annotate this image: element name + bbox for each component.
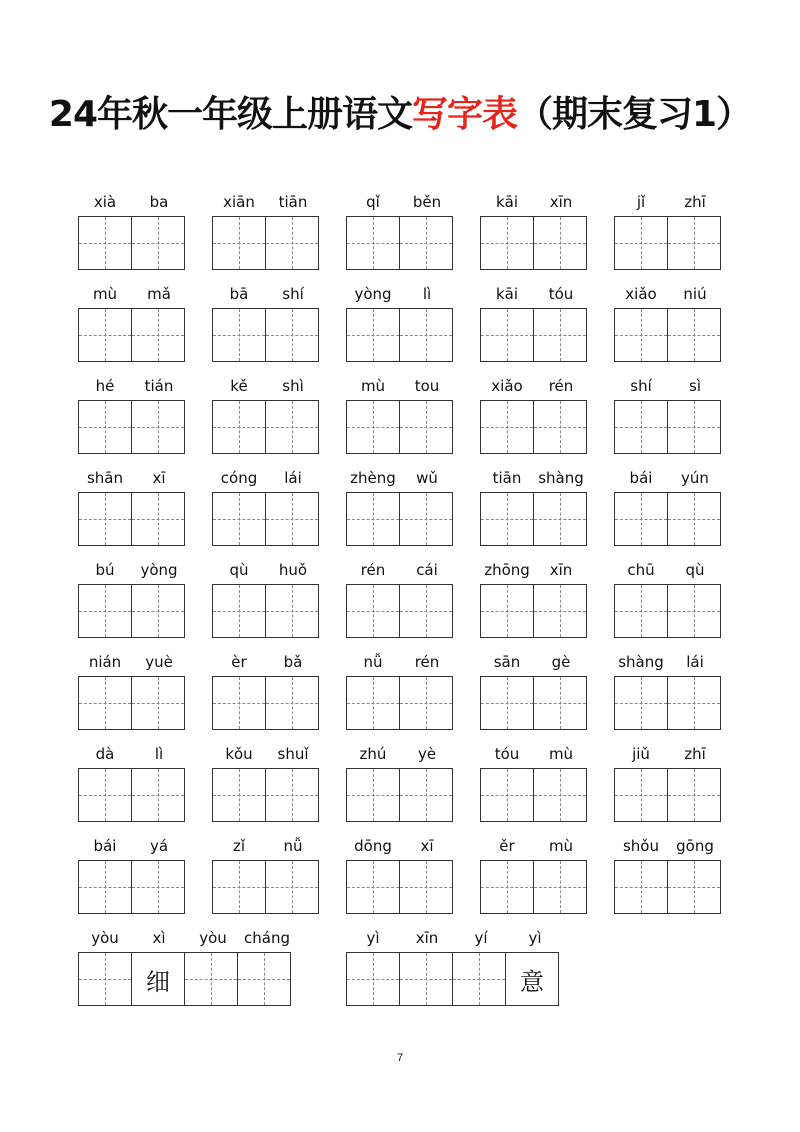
tian-grid-boxes: [78, 676, 185, 730]
tian-grid-boxes: [78, 492, 185, 546]
pinyin-label: gè: [551, 653, 571, 671]
pinyin-label: zhōng: [484, 561, 530, 579]
tian-grid-cell[interactable]: [615, 769, 667, 821]
pinyin-label: shàng: [538, 469, 584, 487]
tian-grid-boxes: [346, 216, 453, 270]
tian-grid-cell[interactable]: [533, 493, 586, 545]
tian-grid-boxes: [78, 584, 185, 638]
pinyin-label: sì: [689, 377, 701, 395]
pinyin-label: nǚ: [283, 837, 303, 855]
pinyin-label: zhú: [359, 745, 387, 763]
tian-grid-cell[interactable]: [79, 217, 131, 269]
tian-grid-cell[interactable]: [481, 401, 533, 453]
tian-grid-cell[interactable]: [347, 493, 399, 545]
tian-grid-cell[interactable]: [667, 401, 720, 453]
tian-grid-cell[interactable]: [347, 309, 399, 361]
pinyin-label: tou: [414, 377, 440, 395]
pinyin-label: mù: [548, 837, 574, 855]
pinyin-label: zhī: [684, 193, 706, 211]
tian-grid-boxes: [346, 860, 453, 914]
tian-grid-cell[interactable]: [265, 217, 318, 269]
pinyin-label: xīn: [549, 561, 573, 579]
tian-grid-cell[interactable]: [79, 769, 131, 821]
pinyin-label: jiǔ: [632, 745, 650, 763]
tian-grid-cell[interactable]: [79, 677, 131, 729]
tian-grid-cell[interactable]: [452, 953, 505, 1005]
tian-grid-cell[interactable]: [615, 585, 667, 637]
title-part-1: 24年秋一年级上册语文: [48, 94, 413, 135]
tian-grid-cell[interactable]: [481, 861, 533, 913]
pinyin-label: bú: [95, 561, 115, 579]
tian-grid-boxes: [614, 676, 721, 730]
pinyin-label: rén: [414, 653, 440, 671]
pinyin-label: sān: [493, 653, 521, 671]
tian-grid-boxes: [78, 308, 185, 362]
pinyin-label: xiǎo: [625, 285, 657, 303]
tian-grid-cell[interactable]: [347, 861, 399, 913]
tian-grid-boxes: [212, 676, 319, 730]
tian-grid-boxes: [212, 492, 319, 546]
tian-grid-cell[interactable]: [615, 309, 667, 361]
pinyin-label: qǐ: [366, 193, 380, 211]
pinyin-label: lì: [154, 745, 164, 763]
pinyin-label: zhī: [684, 745, 706, 763]
pinyin-label: rén: [548, 377, 574, 395]
pinyin-label: shàng: [618, 653, 664, 671]
tian-grid-cell[interactable]: [399, 309, 452, 361]
pinyin-label: kāi: [495, 285, 519, 303]
pinyin-label: shì: [282, 377, 304, 395]
tian-grid-cell[interactable]: [79, 953, 131, 1005]
pinyin-label: yòng: [354, 285, 392, 303]
tian-grid-cell[interactable]: [131, 401, 184, 453]
pinyin-label: shí: [282, 285, 304, 303]
tian-grid-boxes: [614, 584, 721, 638]
pinyin-label: huǒ: [278, 561, 308, 579]
tian-grid-cell[interactable]: [399, 493, 452, 545]
tian-grid-boxes: [614, 768, 721, 822]
tian-grid-cell[interactable]: [79, 861, 131, 913]
pinyin-label: nǚ: [363, 653, 383, 671]
tian-grid-cell[interactable]: [399, 677, 452, 729]
tian-grid-cell[interactable]: [213, 309, 265, 361]
tian-grid-cell[interactable]: [347, 677, 399, 729]
tian-grid-cell[interactable]: [79, 585, 131, 637]
pinyin-label: shí: [630, 377, 652, 395]
tian-grid-cell[interactable]: [533, 309, 586, 361]
given-character: 意: [506, 953, 558, 1005]
tian-grid-cell[interactable]: [79, 401, 131, 453]
tian-grid-boxes: [212, 768, 319, 822]
tian-grid-boxes: [614, 308, 721, 362]
pinyin-label: běn: [412, 193, 442, 211]
tian-grid-boxes: [78, 216, 185, 270]
tian-grid-cell[interactable]: [213, 585, 265, 637]
tian-grid-cell[interactable]: [533, 401, 586, 453]
pinyin-label: chū: [627, 561, 655, 579]
tian-grid-cell[interactable]: [131, 769, 184, 821]
tian-grid-cell[interactable]: [347, 217, 399, 269]
tian-grid-cell[interactable]: [213, 769, 265, 821]
tian-grid-boxes: [346, 400, 453, 454]
tian-grid-boxes: [346, 768, 453, 822]
tian-grid-cell[interactable]: [667, 677, 720, 729]
tian-grid-cell[interactable]: [533, 677, 586, 729]
pinyin-label: xiān: [223, 193, 255, 211]
tian-grid-cell[interactable]: [265, 677, 318, 729]
tian-grid-boxes: [212, 308, 319, 362]
tian-grid-cell[interactable]: [265, 493, 318, 545]
tian-grid-boxes: [614, 216, 721, 270]
pinyin-label: rén: [360, 561, 386, 579]
given-character: 细: [132, 953, 184, 1005]
tian-grid-boxes: [212, 216, 319, 270]
pinyin-label: xì: [152, 929, 166, 947]
pinyin-label: lì: [422, 285, 432, 303]
pinyin-label: yuè: [145, 653, 173, 671]
tian-grid-cell[interactable]: [131, 861, 184, 913]
pinyin-label: mù: [548, 745, 574, 763]
pinyin-label: lái: [284, 469, 302, 487]
pinyin-label: tiān: [278, 193, 308, 211]
tian-grid-cell[interactable]: [481, 217, 533, 269]
pinyin-label: bǎ: [283, 653, 303, 671]
pinyin-label: dōng: [354, 837, 392, 855]
tian-grid-cell[interactable]: [347, 585, 399, 637]
pinyin-label: tiān: [492, 469, 522, 487]
tian-grid-cell[interactable]: [131, 677, 184, 729]
tian-grid-boxes: [78, 860, 185, 914]
title-part-3: （期末复习1）: [517, 94, 752, 135]
tian-grid-cell[interactable]: [399, 769, 452, 821]
tian-grid-cell[interactable]: [265, 401, 318, 453]
tian-grid-boxes: [614, 400, 721, 454]
pinyin-label: tián: [144, 377, 174, 395]
pinyin-label: yún: [681, 469, 709, 487]
tian-grid-cell[interactable]: [131, 309, 184, 361]
tian-grid-cell[interactable]: [237, 953, 290, 1005]
tian-grid-cell[interactable]: [131, 585, 184, 637]
tian-grid-cell[interactable]: [131, 953, 184, 1005]
pinyin-label: yòu: [199, 929, 227, 947]
pinyin-label: xiǎo: [491, 377, 523, 395]
pinyin-label: yì: [528, 929, 542, 947]
pinyin-label: kě: [230, 377, 248, 395]
tian-grid-boxes: [480, 492, 587, 546]
pinyin-label: xī: [420, 837, 434, 855]
pinyin-label: jǐ: [636, 193, 646, 211]
tian-grid-cell[interactable]: [131, 217, 184, 269]
pinyin-label: wǔ: [416, 469, 438, 487]
tian-grid-cell[interactable]: [347, 769, 399, 821]
pinyin-label: xīn: [415, 929, 439, 947]
tian-grid-boxes: [212, 400, 319, 454]
pinyin-label: nián: [88, 653, 122, 671]
tian-grid-boxes: [78, 952, 291, 1006]
tian-grid-cell[interactable]: [265, 309, 318, 361]
tian-grid-cell[interactable]: [615, 861, 667, 913]
tian-grid-cell[interactable]: [347, 953, 399, 1005]
pinyin-label: xià: [93, 193, 117, 211]
tian-grid-cell[interactable]: [481, 493, 533, 545]
tian-grid-boxes: [346, 952, 559, 1006]
tian-grid-boxes: [212, 860, 319, 914]
tian-grid-boxes: [212, 584, 319, 638]
tian-grid-cell[interactable]: [265, 861, 318, 913]
tian-grid-cell[interactable]: [481, 769, 533, 821]
pinyin-label: lái: [686, 653, 704, 671]
pinyin-label: xīn: [549, 193, 573, 211]
tian-grid-boxes: [346, 584, 453, 638]
pinyin-label: èr: [231, 653, 247, 671]
tian-grid-cell[interactable]: [399, 217, 452, 269]
pinyin-label: cái: [416, 561, 438, 579]
pinyin-label: bā: [229, 285, 249, 303]
page-number: 7: [396, 1052, 404, 1064]
tian-grid-cell[interactable]: [213, 493, 265, 545]
tian-grid-cell[interactable]: [213, 861, 265, 913]
tian-grid-cell[interactable]: [131, 493, 184, 545]
pinyin-label: ěr: [499, 837, 515, 855]
tian-grid-boxes: [480, 584, 587, 638]
pinyin-label: zhèng: [350, 469, 396, 487]
tian-grid-cell[interactable]: [615, 401, 667, 453]
pinyin-label: yí: [474, 929, 488, 947]
pinyin-label: mù: [360, 377, 386, 395]
tian-grid-cell[interactable]: [667, 585, 720, 637]
tian-grid-cell[interactable]: [399, 585, 452, 637]
pinyin-label: shuǐ: [277, 745, 309, 763]
pinyin-label: dà: [95, 745, 115, 763]
pinyin-label: gōng: [676, 837, 714, 855]
tian-grid-cell[interactable]: [481, 677, 533, 729]
tian-grid-boxes: [78, 400, 185, 454]
pinyin-label: qù: [229, 561, 249, 579]
tian-grid-cell[interactable]: [265, 769, 318, 821]
tian-grid-cell[interactable]: [347, 401, 399, 453]
tian-grid-cell[interactable]: [615, 217, 667, 269]
tian-grid-cell[interactable]: [667, 217, 720, 269]
pinyin-label: ba: [149, 193, 169, 211]
tian-grid-cell[interactable]: [481, 585, 533, 637]
tian-grid-boxes: [346, 308, 453, 362]
tian-grid-boxes: [480, 400, 587, 454]
tian-grid-cell[interactable]: [667, 769, 720, 821]
pinyin-label: mù: [92, 285, 118, 303]
tian-grid-cell[interactable]: [615, 493, 667, 545]
tian-grid-boxes: [480, 676, 587, 730]
pinyin-label: yá: [149, 837, 169, 855]
tian-grid-boxes: [480, 308, 587, 362]
pinyin-label: mǎ: [147, 285, 171, 303]
pinyin-label: cháng: [244, 929, 290, 947]
pinyin-label: xī: [152, 469, 166, 487]
tian-grid-cell[interactable]: [533, 217, 586, 269]
tian-grid-boxes: [480, 768, 587, 822]
pinyin-label: yòng: [140, 561, 178, 579]
pinyin-label: cóng: [220, 469, 258, 487]
tian-grid-cell[interactable]: [615, 677, 667, 729]
tian-grid-boxes: [346, 492, 453, 546]
pinyin-label: tóu: [494, 745, 520, 763]
pinyin-label: kāi: [495, 193, 519, 211]
tian-grid-cell[interactable]: [265, 585, 318, 637]
tian-grid-cell[interactable]: [213, 401, 265, 453]
tian-grid-boxes: [346, 676, 453, 730]
tian-grid-cell[interactable]: [213, 217, 265, 269]
tian-grid-cell[interactable]: [667, 493, 720, 545]
pinyin-label: hé: [95, 377, 115, 395]
tian-grid-cell[interactable]: [533, 585, 586, 637]
pinyin-label: niú: [683, 285, 707, 303]
pinyin-label: bái: [93, 837, 117, 855]
tian-grid-cell[interactable]: [79, 493, 131, 545]
pinyin-label: zǐ: [232, 837, 246, 855]
tian-grid-cell[interactable]: [667, 309, 720, 361]
pinyin-label: yè: [417, 745, 437, 763]
tian-grid-boxes: [480, 860, 587, 914]
tian-grid-cell[interactable]: [399, 953, 452, 1005]
pinyin-label: shǒu: [622, 837, 659, 855]
pinyin-label: kǒu: [225, 745, 253, 763]
tian-grid-cell[interactable]: [79, 309, 131, 361]
tian-grid-cell[interactable]: [213, 677, 265, 729]
tian-grid-cell[interactable]: [399, 861, 452, 913]
pinyin-label: yòu: [91, 929, 119, 947]
tian-grid-cell[interactable]: [667, 861, 720, 913]
pinyin-label: bái: [629, 469, 653, 487]
tian-grid-boxes: [614, 860, 721, 914]
pinyin-label: tóu: [548, 285, 574, 303]
tian-grid-boxes: [78, 768, 185, 822]
tian-grid-cell[interactable]: [533, 861, 586, 913]
tian-grid-cell[interactable]: [505, 953, 558, 1005]
tian-grid-boxes: [480, 216, 587, 270]
tian-grid-cell[interactable]: [533, 769, 586, 821]
tian-grid-cell[interactable]: [184, 953, 237, 1005]
tian-grid-cell[interactable]: [481, 309, 533, 361]
title-part-2: 写字表: [412, 94, 518, 135]
tian-grid-cell[interactable]: [399, 401, 452, 453]
pinyin-label: shān: [86, 469, 124, 487]
pinyin-label: qù: [685, 561, 705, 579]
tian-grid-boxes: [614, 492, 721, 546]
pinyin-label: yì: [366, 929, 380, 947]
